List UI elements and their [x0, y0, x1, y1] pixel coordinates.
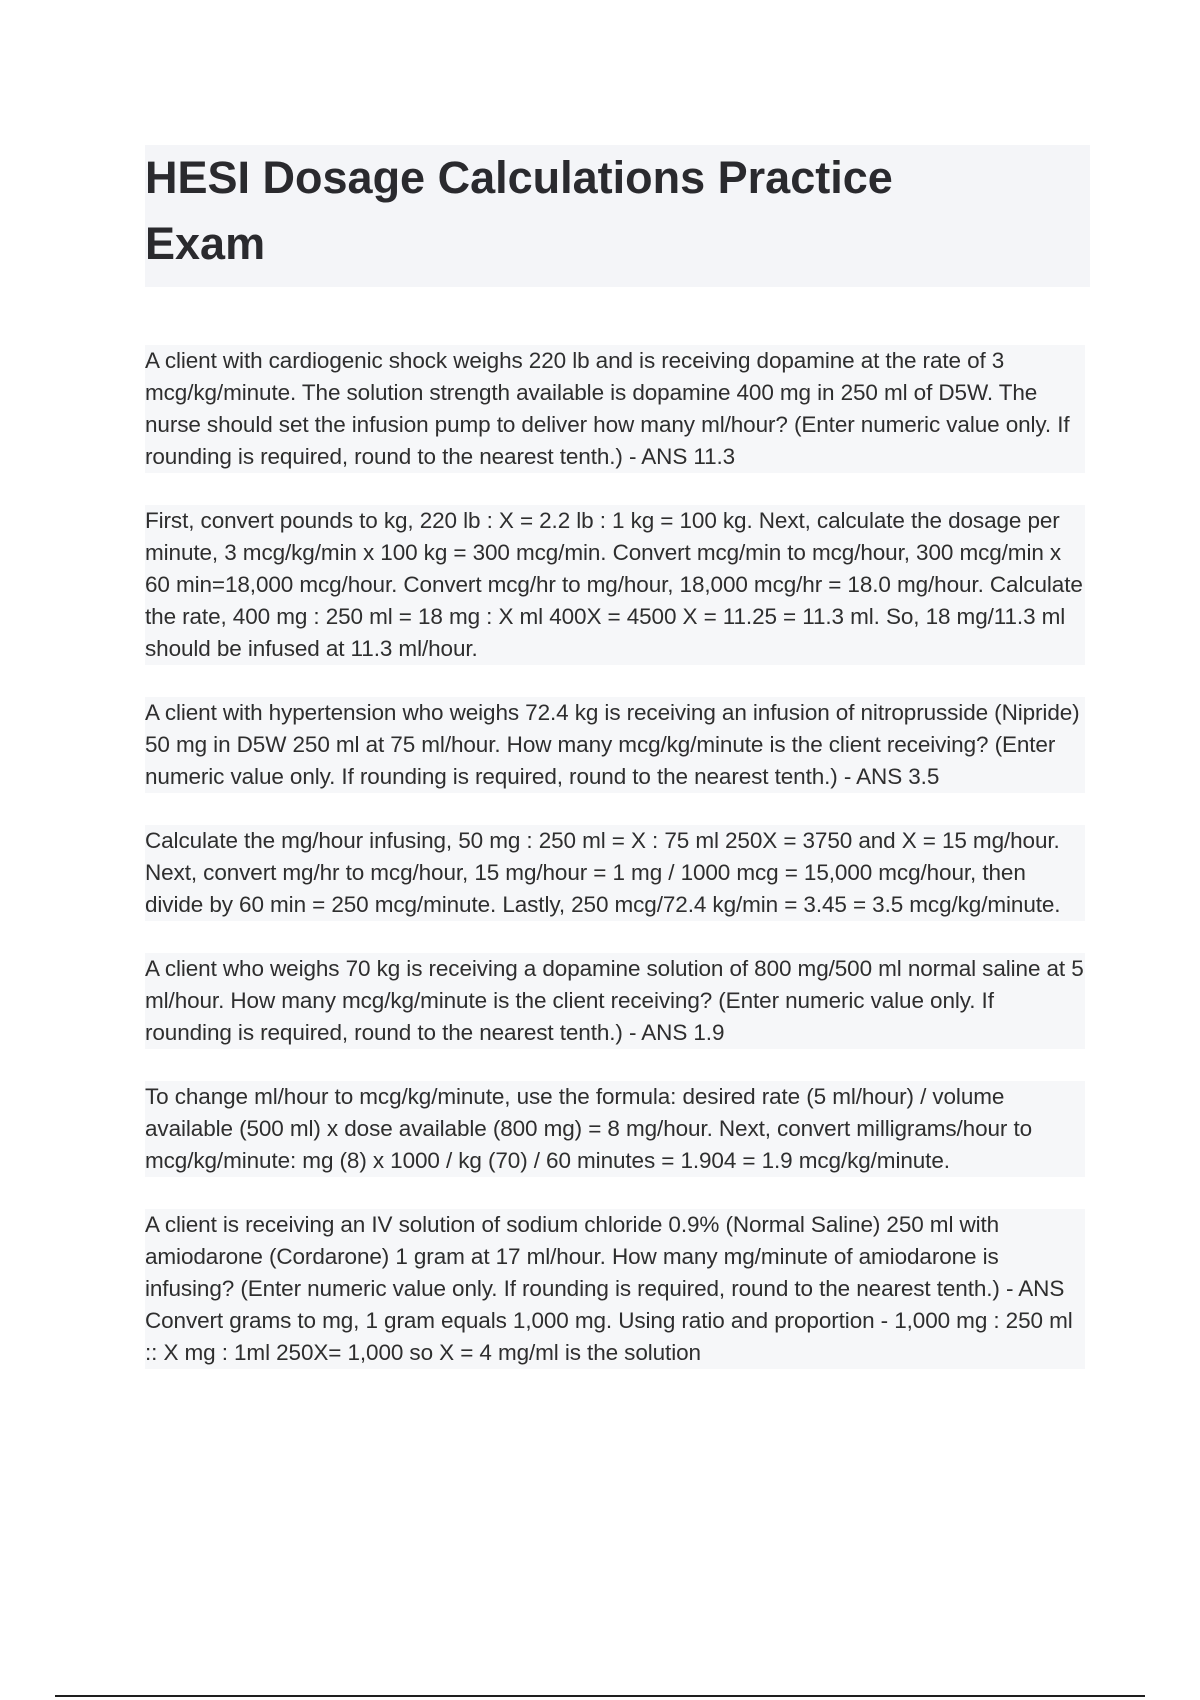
explanation-paragraph: First, convert pounds to kg, 220 lb : X = 2.2 lb : 1 kg = 100 kg. Next, calculate the dosage per minute, 3 mcg/kg/min x 100 kg = 300 mcg/min. Convert mcg/min to mcg/hour, 300 mcg/min x 60 min=18,000 mcg/hour. Convert mcg/hr to mg/hour, 18,000 mcg/hr = 18.0 mg/hour. Calculate the rate, 400 mg : 250 ml = 18 mg : X ml 400X = 4500 X = 11.25 = 11.3 ml. So, 18 mg/11.3 ml should be infused at 11.3 ml/hour.: [145, 505, 1085, 665]
footer-divider: [55, 1695, 1145, 1697]
question-paragraph: A client with cardiogenic shock weighs 220 lb and is receiving dopamine at the rate of 3 mcg/kg/minute. The solution strength available is dopamine 400 mg in 250 ml of D5W. The nurse should set the infusion pump to deliver how many ml/hour? (Enter numeric value only. If rounding is required, round to the nearest tenth.) - ANS 11.3: [145, 345, 1085, 473]
document-body: [145, 345, 1090, 1401]
question-paragraph: A client is receiving an IV solution of sodium chloride 0.9% (Normal Saline) 250 ml with amiodarone (Cordarone) 1 gram at 17 ml/hour. How many mg/minute of amiodarone is infusing? (Enter numeric value only. If rounding is required, round to the nearest tenth.) - ANS Convert grams to mg, 1 gram equals 1,000 mg. Using ratio and proportion - 1,000 mg : 250 ml :: X mg : 1ml 250X= 1,000 so X = 4 mg/ml is the solution: [145, 1209, 1085, 1369]
title-block: [145, 145, 1090, 287]
explanation-paragraph: To change ml/hour to mcg/kg/minute, use the formula: desired rate (5 ml/hour) / volume available (500 ml) x dose available (800 mg) = 8 mg/hour. Next, convert milligrams/hour to mcg/kg/minute: mg (8) x 1000 / kg (70) / 60 minutes = 1.904 = 1.9 mcg/kg/minute.: [145, 1081, 1085, 1177]
page-title: HESI Dosage Calculations Practice Exam: [145, 152, 893, 269]
question-paragraph: A client who weighs 70 kg is receiving a dopamine solution of 800 mg/500 ml normal saline at 5 ml/hour. How many mcg/kg/minute is the client receiving? (Enter numeric value only. If rounding is required, round to the nearest tenth.) - ANS 1.9: [145, 953, 1085, 1049]
explanation-paragraph: Calculate the mg/hour infusing, 50 mg : 250 ml = X : 75 ml 250X = 3750 and X = 15 mg/hour. Next, convert mg/hr to mcg/hour, 15 mg/hour = 1 mg / 1000 mcg = 15,000 mcg/hour, then divide by 60 min = 250 mcg/minute. Lastly, 250 mcg/72.4 kg/min = 3.45 = 3.5 mcg/kg/minute.: [145, 825, 1085, 921]
question-paragraph: A client with hypertension who weighs 72.4 kg is receiving an infusion of nitroprusside (Nipride) 50 mg in D5W 250 ml at 75 ml/hour. How many mcg/kg/minute is the client receiving? (Enter numeric value only. If rounding is required, round to the nearest tenth.) - ANS 3.5: [145, 697, 1085, 793]
